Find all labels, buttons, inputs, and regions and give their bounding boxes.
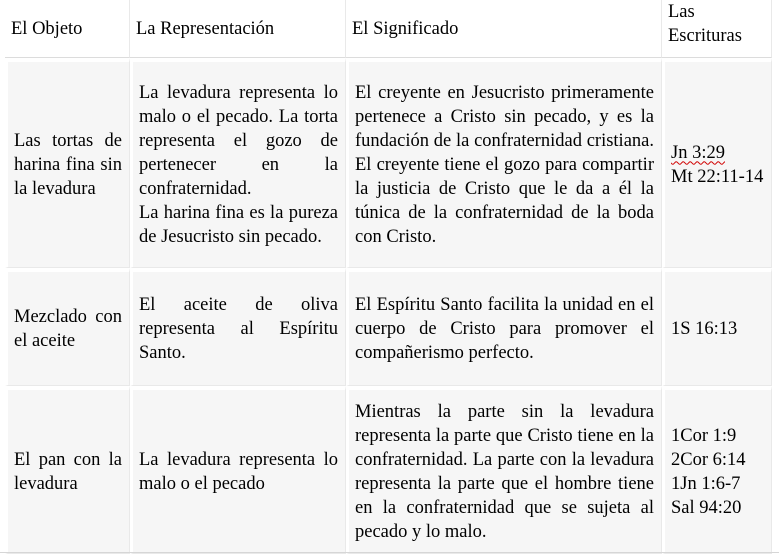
cell-escrituras: [662, 58, 772, 268]
header-escrituras-line-2: Escrituras: [668, 26, 742, 46]
representacion-line: El aceite de oliva representa al Espíritu Santo.: [139, 294, 338, 363]
scripture-reference: Sal 94:20: [671, 497, 742, 518]
table-row: [5, 268, 772, 386]
representacion-line: La harina fina es la pureza de Jesucristo sin pecado.: [139, 202, 338, 247]
scripture-reference: 1S 16:13: [671, 318, 738, 339]
representacion-line: La levadura representa lo malo o el pecado. La torta representa el gozo de pertenecer en la confraternidad.: [139, 82, 338, 199]
page-bottom-rule: [0, 552, 779, 553]
cell-significado: Mientras la parte sin la levadura representa la parte que Cristo tiene en la confraternidad. La parte con la levadura representa la parte que el hombre tiene en la confraternidad que se sujeta al pecado y lo malo.: [346, 386, 662, 554]
representacion-line: La levadura representa lo malo o el pecado: [139, 449, 338, 494]
cell-representacion: [130, 268, 346, 386]
table-header-row: [5, 0, 772, 58]
scripture-table: [5, 0, 772, 554]
scripture-reference: 1Cor 1:9: [671, 425, 737, 446]
cell-representacion: [130, 58, 346, 268]
header-significado: El Significado: [346, 0, 662, 58]
scripture-reference: [671, 141, 764, 165]
cell-escrituras: [662, 386, 772, 554]
cell-representacion: [130, 386, 346, 554]
scripture-reference: 1Jn 1:6-7: [671, 473, 741, 494]
cell-significado: El creyente en Jesucristo primeramente pertenece a Cristo sin pecado, y es la fundación de la confraternidad cristiana. El creyente tiene el gozo para compartir la justicia de Cristo que le da a él la túnica de la confraternidad de la boda con Cristo.: [346, 58, 662, 268]
cell-objeto: Las tortas de harina fina sin la levadura: [5, 58, 130, 268]
cell-objeto: El pan con la levadura: [5, 386, 130, 554]
scripture-reference: 2Cor 6:14: [671, 449, 746, 470]
cell-escrituras: [662, 268, 772, 386]
header-escrituras-line-1: Las: [668, 2, 695, 22]
scripture-reference: Mt 22:11-14: [671, 166, 764, 187]
scripture-reference-text: Jn 3:29: [671, 142, 725, 163]
header-escrituras: [662, 0, 772, 58]
header-representacion: La Representación: [130, 0, 346, 58]
table-row: [5, 386, 772, 554]
header-objeto: El Objeto: [5, 0, 130, 58]
cell-objeto: Mezclado con el aceite: [5, 268, 130, 386]
table-row: [5, 58, 772, 268]
cell-significado: El Espíritu Santo facilita la unidad en el cuerpo de Cristo para promover el compañerismo perfecto.: [346, 268, 662, 386]
